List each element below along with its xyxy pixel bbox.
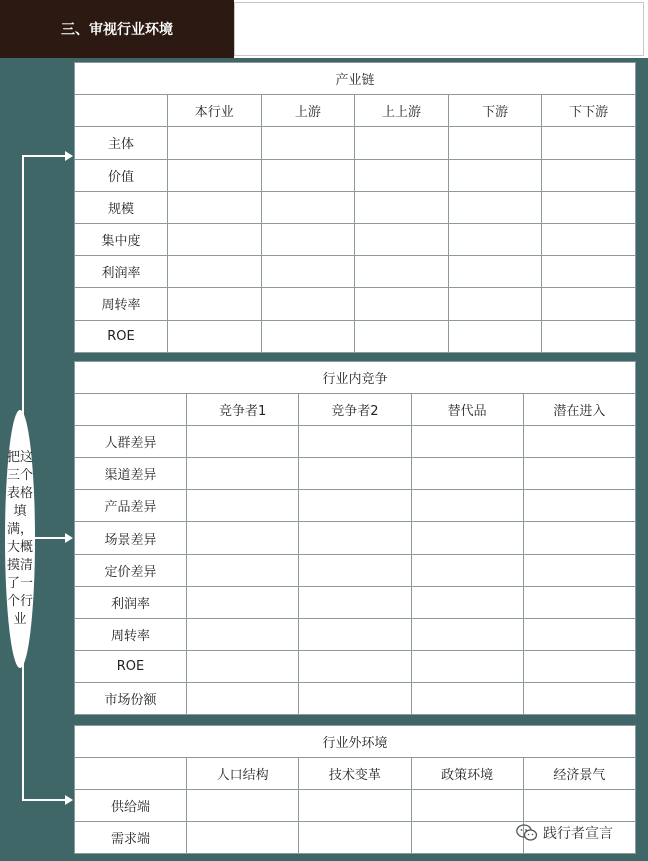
column-header: 竞争者1	[187, 394, 299, 426]
column-header: 人口结构	[187, 758, 299, 790]
table-cell[interactable]	[355, 127, 449, 159]
table-cell[interactable]	[411, 682, 523, 714]
column-header: 政策环境	[411, 758, 523, 790]
table-cell[interactable]	[411, 790, 523, 822]
table-cell[interactable]	[523, 522, 635, 554]
table-cell[interactable]	[355, 288, 449, 320]
table-cell[interactable]	[523, 682, 635, 714]
table-title: 行业外环境	[75, 726, 636, 758]
row-label: 周转率	[75, 618, 187, 650]
table-cell[interactable]	[168, 256, 262, 288]
row-label: 市场份额	[75, 682, 187, 714]
table-cell[interactable]	[448, 320, 542, 352]
row-label: 主体	[75, 127, 168, 159]
row-label: 场景差异	[75, 522, 187, 554]
table-cell[interactable]	[261, 256, 355, 288]
row-label: 集中度	[75, 223, 168, 255]
table-row	[75, 490, 636, 522]
column-header: 本行业	[168, 95, 262, 127]
table-row	[75, 790, 636, 822]
column-header: 经济景气	[523, 758, 635, 790]
table-row	[75, 320, 636, 352]
table-row	[75, 554, 636, 586]
table-cell[interactable]	[355, 223, 449, 255]
table-cell[interactable]	[411, 522, 523, 554]
row-label: 价值	[75, 159, 168, 191]
table-cell[interactable]	[187, 790, 299, 822]
table-cell[interactable]	[168, 223, 262, 255]
table-cell[interactable]	[261, 288, 355, 320]
table-row	[75, 522, 636, 554]
table-cell[interactable]	[542, 256, 636, 288]
header-blank	[75, 758, 187, 790]
table-cell[interactable]	[299, 682, 411, 714]
wechat-icon	[516, 824, 538, 842]
table-cell[interactable]	[299, 426, 411, 458]
table-cell[interactable]	[299, 618, 411, 650]
table-cell[interactable]	[299, 490, 411, 522]
table-cell[interactable]	[299, 586, 411, 618]
note-text: 把这三个表格填满，大概摸清了一个行业	[7, 450, 34, 627]
table-row	[75, 682, 636, 714]
row-label: 定价差异	[75, 554, 187, 586]
table-cell[interactable]	[168, 288, 262, 320]
table-row	[75, 650, 636, 682]
table-cell[interactable]	[261, 191, 355, 223]
row-label: ROE	[75, 320, 168, 352]
row-label: 产品差异	[75, 490, 187, 522]
table-cell[interactable]	[187, 822, 299, 854]
table-cell[interactable]	[168, 191, 262, 223]
table-cell[interactable]	[411, 490, 523, 522]
industry-chain-table	[74, 62, 636, 353]
table-cell[interactable]	[187, 682, 299, 714]
table-title: 产业链	[75, 63, 636, 95]
table-cell[interactable]	[299, 458, 411, 490]
table-cell[interactable]	[261, 320, 355, 352]
row-label: 利润率	[75, 586, 187, 618]
table-cell[interactable]	[187, 522, 299, 554]
row-label: 供给端	[75, 790, 187, 822]
row-label: 周转率	[75, 288, 168, 320]
table-cell[interactable]	[448, 256, 542, 288]
table-title: 行业内竞争	[75, 362, 636, 394]
table-cell[interactable]	[542, 223, 636, 255]
table-cell[interactable]	[411, 822, 523, 854]
arrow-head-icon	[65, 795, 73, 805]
note-oval	[5, 410, 35, 668]
table-cell[interactable]	[542, 191, 636, 223]
header-blank	[75, 394, 187, 426]
section-title: 三、审视行业环境	[0, 0, 234, 58]
table-cell[interactable]	[411, 458, 523, 490]
table-row	[75, 191, 636, 223]
row-label: 需求端	[75, 822, 187, 854]
table-cell[interactable]	[355, 256, 449, 288]
table-cell[interactable]	[542, 159, 636, 191]
section-header	[0, 0, 648, 58]
table-row	[75, 288, 636, 320]
column-header: 下游	[448, 95, 542, 127]
row-label: ROE	[75, 650, 187, 682]
table-cell[interactable]	[542, 288, 636, 320]
row-label: 规模	[75, 191, 168, 223]
table-cell[interactable]	[355, 159, 449, 191]
table-cell[interactable]	[187, 554, 299, 586]
table-row	[75, 256, 636, 288]
table-cell[interactable]	[411, 618, 523, 650]
arrow-head-icon	[65, 533, 73, 543]
table-cell[interactable]	[261, 159, 355, 191]
column-header: 替代品	[411, 394, 523, 426]
table-cell[interactable]	[187, 618, 299, 650]
column-header: 下下游	[542, 95, 636, 127]
table-cell[interactable]	[523, 490, 635, 522]
table-cell[interactable]	[187, 426, 299, 458]
watermark-text: 践行者宣言	[543, 826, 613, 842]
table-cell[interactable]	[299, 822, 411, 854]
column-header: 上上游	[355, 95, 449, 127]
arrow-to-chain-table	[22, 155, 66, 157]
table-cell[interactable]	[523, 618, 635, 650]
table-cell[interactable]	[448, 127, 542, 159]
table-cell[interactable]	[299, 650, 411, 682]
table-cell[interactable]	[542, 127, 636, 159]
table-row	[75, 426, 636, 458]
table-cell[interactable]	[411, 426, 523, 458]
header-empty-box	[234, 2, 644, 56]
arrow-to-external-table	[22, 799, 66, 801]
row-label: 渠道差异	[75, 458, 187, 490]
table-cell[interactable]	[448, 223, 542, 255]
table-cell[interactable]	[411, 650, 523, 682]
table-cell[interactable]	[187, 650, 299, 682]
table-cell[interactable]	[355, 320, 449, 352]
table-cell[interactable]	[168, 320, 262, 352]
table-cell[interactable]	[168, 159, 262, 191]
arrow-head-icon	[65, 151, 73, 161]
row-label: 人群差异	[75, 426, 187, 458]
table-cell[interactable]	[187, 458, 299, 490]
row-label: 利润率	[75, 256, 168, 288]
table-cell[interactable]	[355, 191, 449, 223]
table-row	[75, 223, 636, 255]
table-row	[75, 127, 636, 159]
table-cell[interactable]	[168, 127, 262, 159]
table-row	[75, 159, 636, 191]
column-header: 潜在进入	[523, 394, 635, 426]
table-cell[interactable]	[523, 650, 635, 682]
column-header: 竞争者2	[299, 394, 411, 426]
table-cell[interactable]	[411, 586, 523, 618]
table-cell[interactable]	[187, 490, 299, 522]
table-row	[75, 458, 636, 490]
table-cell[interactable]	[448, 288, 542, 320]
table-cell[interactable]	[448, 191, 542, 223]
table-cell[interactable]	[523, 790, 635, 822]
table-cell[interactable]	[542, 320, 636, 352]
table-cell[interactable]	[523, 458, 635, 490]
column-header: 上游	[261, 95, 355, 127]
table-cell[interactable]	[299, 790, 411, 822]
header-blank	[75, 95, 168, 127]
table-cell[interactable]	[261, 127, 355, 159]
table-cell[interactable]	[523, 426, 635, 458]
table-row	[75, 618, 636, 650]
table-cell[interactable]	[523, 554, 635, 586]
table-row	[75, 586, 636, 618]
table-cell[interactable]	[299, 522, 411, 554]
watermark	[516, 822, 613, 844]
table-cell[interactable]	[411, 554, 523, 586]
table-cell[interactable]	[187, 586, 299, 618]
column-header: 技术变革	[299, 758, 411, 790]
table-cell[interactable]	[261, 223, 355, 255]
table-cell[interactable]	[523, 586, 635, 618]
table-cell[interactable]	[448, 159, 542, 191]
arrow-to-competition-table	[30, 537, 66, 539]
competition-table	[74, 361, 636, 715]
table-cell[interactable]	[299, 554, 411, 586]
